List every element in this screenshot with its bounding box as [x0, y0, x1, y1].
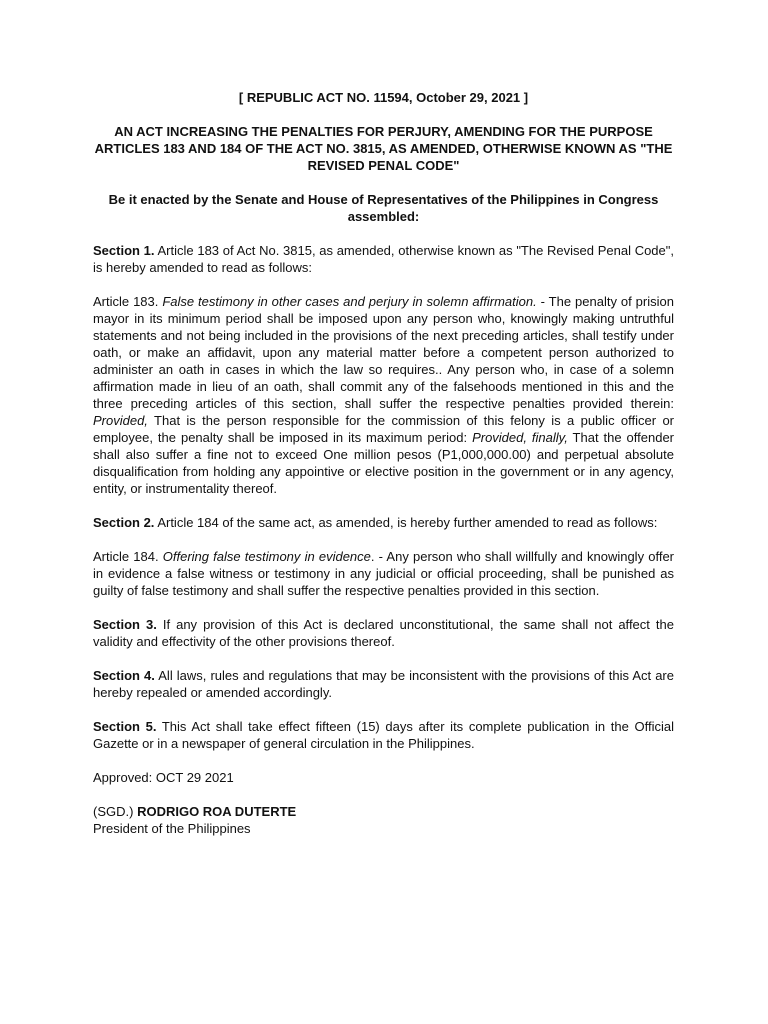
signatory-position: President of the Philippines	[93, 821, 251, 836]
article-184-prefix: Article 184.	[93, 549, 163, 564]
article-184-text: . - Any person who shall willfully and knowingly offer in evidence a false witness or testimony in any judicial or official proceeding, shall be punished as guilty of false testimony and shall suffer the respective penalties provided in this section.	[93, 549, 675, 598]
section-3	[93, 616, 674, 650]
act-heading: [ REPUBLIC ACT NO. 11594, October 29, 2021 ]	[238, 90, 529, 105]
article-184	[93, 548, 674, 599]
section-1-label: Section 1.	[93, 243, 155, 258]
section-4-text: All laws, rules and regulations that may be inconsistent with the provisions of this Act are hereby repealed or amended accordingly.	[93, 668, 674, 700]
enacting-clause: Be it enacted by the Senate and House of Representatives of the Philippines in Congress assembled:	[108, 192, 659, 224]
section-5-text: This Act shall take effect fifteen (15) days after its complete publication in the Official Gazette or in a newspaper of general circulation in the Philippines.	[93, 719, 674, 751]
article-183-caption: False testimony in other cases and perjury in solemn affirmation.	[162, 294, 537, 309]
article-183-prefix: Article 183.	[93, 294, 163, 309]
act-title: AN ACT INCREASING THE PENALTIES FOR PERJURY, AMENDING FOR THE PURPOSE ARTICLES 183 AND 184 OF THE ACT NO. 3815, AS AMENDED, OTHERWISE KNOWN AS "THE REVISED PENAL CODE"	[94, 124, 673, 173]
article-183-text-a: - The penalty of prision mayor in its minimum period shall be imposed upon any person who, knowingly making untruthful statements and not being included in the provisions of the next preceding articles, shall testify under oath, or make an affidavit, upon any material matter before a competent person authorized to administer an oath in cases in which the law so requires.. Any person who, in case of a solemn affirmation made in lieu of an oath, shall commit any of the falsehoods mentioned in this and the three preceding articles of this section, shall suffer the respective penalties provided therein:	[93, 294, 674, 411]
section-1	[93, 242, 674, 276]
section-3-label: Section 3.	[93, 617, 157, 632]
approved-date: Approved: OCT 29 2021	[93, 770, 234, 785]
article-183-text-c: That the offender shall also suffer a fine not to exceed One million pesos (P1,000,000.00) and perpetual absolute disqualification from holding any appointive or elective position in the government or in any agency, entity, or instrumentality thereof.	[93, 430, 675, 496]
article-183-provided-finally: Provided, finally,	[472, 430, 568, 445]
section-5-label: Section 5.	[93, 719, 157, 734]
section-4-label: Section 4.	[93, 668, 155, 683]
signature-line	[93, 803, 674, 820]
section-5	[93, 718, 674, 752]
article-183-provided: Provided,	[93, 413, 148, 428]
sgd-mark: (SGD.)	[93, 804, 138, 819]
section-3-text: If any provision of this Act is declared unconstitutional, the same shall not affect the validity and effectivity of the other provisions thereof.	[93, 617, 674, 649]
section-1-text: Article 183 of Act No. 3815, as amended, otherwise known as "The Revised Penal Code", is hereby amended to read as follows:	[93, 243, 674, 275]
article-183	[93, 293, 674, 497]
section-2-text: Article 184 of the same act, as amended, is hereby further amended to read as follows:	[154, 515, 658, 530]
article-184-caption: Offering false testimony in evidence	[162, 549, 371, 564]
section-4	[93, 667, 674, 701]
section-2	[93, 514, 674, 531]
signatory-name: RODRIGO ROA DUTERTE	[137, 804, 297, 819]
signature-block	[93, 803, 674, 837]
section-2-label: Section 2.	[93, 515, 155, 530]
article-183-text-b: That is the person responsible for the commission of this felony is a public officer or employee, the penalty shall be imposed in its maximum period:	[93, 413, 674, 445]
